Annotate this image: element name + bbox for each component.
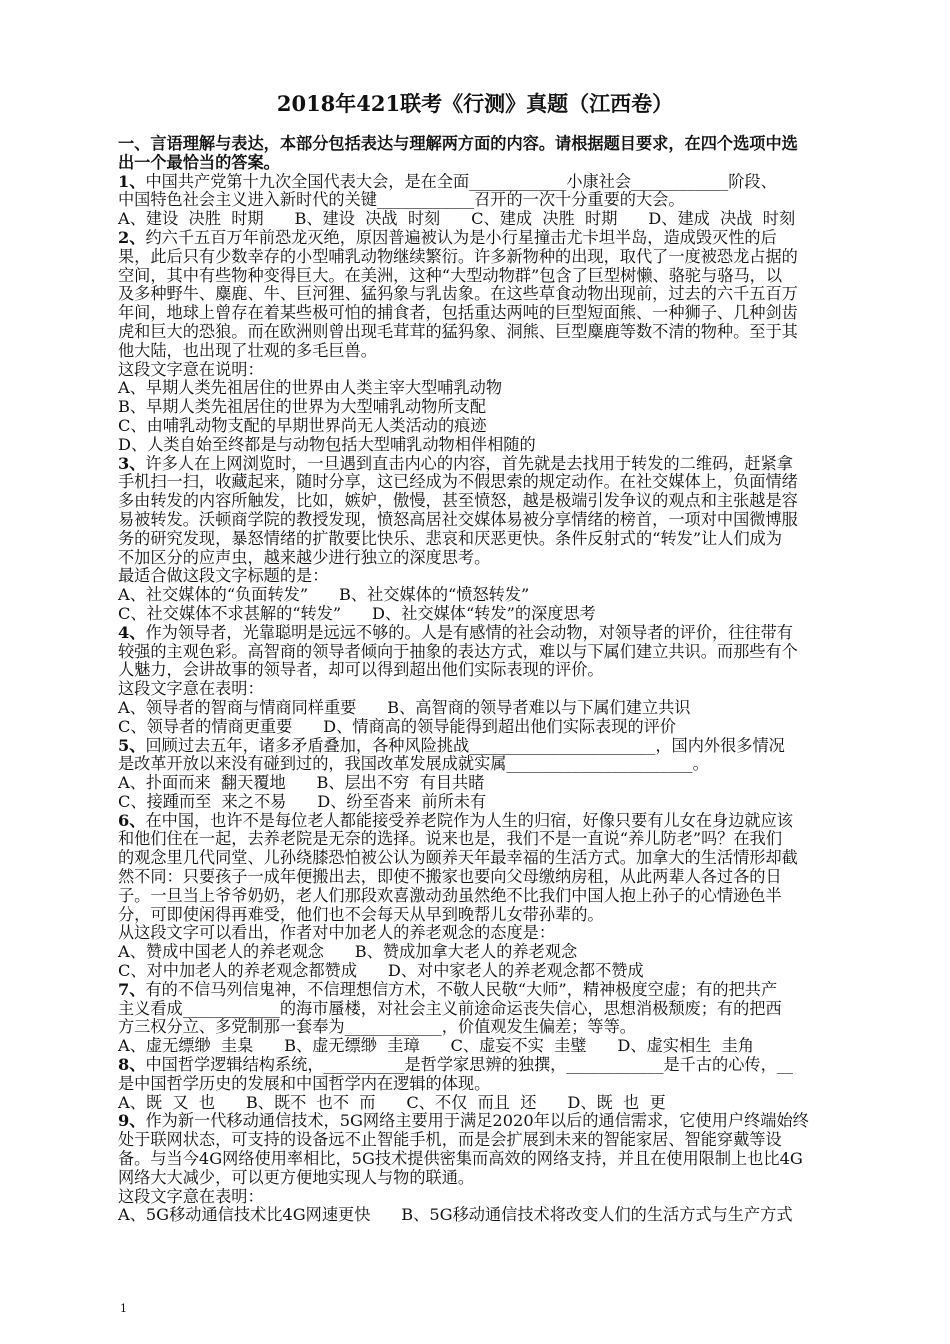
line-text: 较强的主观色彩。高智商的领导者倾向于抽象的表达方式，难以与下属们建立共识。而那些有个	[118, 641, 798, 661]
question-number: 3、	[118, 453, 146, 473]
text-line	[118, 699, 830, 718]
line-text: 回顾过去五年，诸多矛盾叠加，各种风险挑战_______________________，国内外很多情况	[145, 735, 785, 755]
line-text: B、早期人类先祖居住的世界为大型哺乳动物所支配	[118, 397, 487, 417]
text-line	[118, 962, 830, 981]
text-line	[118, 1131, 830, 1150]
question-line	[118, 1056, 830, 1075]
text-line	[118, 830, 830, 849]
text-line	[118, 661, 830, 680]
line-text: 中国共产党第十九次全国代表大会，是在全面____________小康社会____________阶段、	[145, 171, 777, 191]
line-text: A、建设 决胜 时期 B、建设 决战 时刻 C、建成 决胜 时期 D、建成 决战 时刻	[118, 209, 796, 229]
line-text: 作为新一代移动通信技术，5G网络主要用于满足2020年以后的通信需求，它使用户终端始终	[145, 1111, 809, 1131]
text-line	[118, 1188, 830, 1207]
line-text: 年间，地球上曾存在着某些极可怕的捕食者，包括重达两吨的巨型短面熊、一种狮子、几种剑齿	[118, 303, 798, 323]
line-text: 处于联网状态，可支持的设备远不止智能手机，而是会扩展到未来的智能家居、智能穿戴等设	[118, 1130, 782, 1150]
text-line	[118, 304, 830, 323]
line-text: 及多种野牛、麋鹿、牛、巨河狸、猛犸象与乳齿象。在这些草食动物出现前，过去的六千五百万	[118, 284, 798, 304]
line-text: C、由哺乳动物支配的早期世界尚无人类活动的痕迹	[118, 415, 487, 435]
line-text: 有的不信马列信鬼神，不信理想信方术，不敬人民敬“大师”，精神极度空虚；有的把共产	[145, 979, 778, 999]
text-line	[118, 210, 830, 229]
text-line	[118, 267, 830, 286]
line-text: A、社交媒体的“负面转发” B、社交媒体的“愤怒转发”	[118, 585, 530, 605]
text-line	[118, 473, 830, 492]
question-line	[118, 229, 830, 248]
text-line	[118, 1206, 830, 1225]
question-number: 1、	[118, 171, 146, 191]
text-line	[118, 511, 830, 530]
line-text: 方三权分立、多党制那一套奉为____________，价值观发生偏差；等等。	[118, 1017, 636, 1037]
question-line	[118, 812, 830, 831]
text-line	[118, 567, 830, 586]
line-text: 果，此后只有少数幸存的小型哺乳动物继续繁衍。许多新物种的出现，取代了一度被恐龙占据的	[118, 246, 798, 266]
section-header-line	[118, 154, 830, 173]
line-text: 在中国，也许不是每位老人都能接受养老院作为人生的归宿，好像只要有儿女在身边就应该	[145, 810, 793, 830]
line-text: 和他们住在一起，去养老院是无奈的选择。说来也是，我们不是一直说“养儿防老”吗？在我们	[118, 829, 783, 849]
text-line	[118, 718, 830, 737]
text-line	[118, 849, 830, 868]
text-line	[118, 342, 830, 361]
line-text: 然不同：只要孩子一成年便搬出去，即使不搬家也要向父母缴纳房租，从此两辈人各过各的日	[118, 867, 782, 887]
line-text: 最适合做这段文字标题的是：	[118, 566, 329, 586]
question-number: 8、	[118, 1055, 146, 1075]
line-text: 虎和巨大的恐狼。而在欧洲则曾出现毛茸茸的猛犸象、洞熊、巨型麋鹿等数不清的物种。至于其	[118, 321, 798, 341]
text-line	[118, 774, 830, 793]
line-text: A、虚无缥缈 圭臬 B、虚无缥缈 圭璋 C、虚妄不实 圭璧 D、虚实相生 圭角	[118, 1036, 754, 1056]
text-line	[118, 1037, 830, 1056]
text-line	[118, 379, 830, 398]
line-text: A、5G移动通信技术比4G网速更快 B、5G移动通信技术将改变人们的生活方式与生产方式	[118, 1205, 793, 1225]
text-line	[118, 793, 830, 812]
line-text: 这段文字意在表明：	[118, 1186, 264, 1206]
text-line	[118, 1000, 830, 1019]
question-line	[118, 624, 830, 643]
line-text: 主义看成____________的海市蜃楼，对社会主义前途命运丧失信心，思想消极颓废；有的把西	[118, 998, 782, 1018]
question-number: 7、	[118, 979, 146, 999]
line-text: C、对中加老人的养老观念都赞成 D、对中家老人的养老观念都不赞成	[118, 961, 644, 981]
line-text: 中国哲学逻辑结构系统，__________是哲学家思辨的独撰，____________是千古的心传，__	[145, 1055, 793, 1075]
section-header-line	[118, 135, 830, 154]
question-number: 6、	[118, 810, 146, 830]
text-line	[118, 1150, 830, 1169]
text-line	[118, 361, 830, 380]
text-line	[118, 1018, 830, 1037]
line-text: 一、言语理解与表达，本部分包括表达与理解两方面的内容。请根据题目要求，在四个选项中选	[118, 134, 798, 153]
text-line	[118, 398, 830, 417]
line-text: A、既 又 也 B、既不 也不 而 C、不仅 而且 还 D、既 也 更	[118, 1092, 666, 1112]
text-line	[118, 605, 830, 624]
line-text: 分，可即使闲得再难受，他们也不会每天从早到晚帮儿女带孙辈的。	[118, 904, 604, 924]
text-line	[118, 417, 830, 436]
line-text: 作为领导者，光靠聪明是远远不够的。人是有感情的社会动物，对领导者的评价，往往带有	[145, 622, 793, 642]
line-text: 网络大大减少，可以更方便地实现人与物的联通。	[118, 1167, 475, 1187]
text-line	[118, 943, 830, 962]
line-text: A、领导者的智商与情商同样重要 B、高智商的领导者难以与下属们建立共识	[118, 697, 691, 717]
text-line	[118, 924, 830, 943]
line-text: 这段文字意在表明：	[118, 679, 264, 699]
text-line	[118, 1169, 830, 1188]
text-line	[118, 680, 830, 699]
line-text: 子。一旦当上爷爷奶奶，老人们那段欢喜激动劲虽然绝不比我们中国人抱上孙子的心情逊色半	[118, 885, 782, 905]
text-line	[118, 755, 830, 774]
text-line	[118, 323, 830, 342]
question-line	[118, 173, 830, 192]
text-line	[118, 1094, 830, 1113]
document-body	[118, 135, 830, 1225]
line-text: 人魅力，会讲故事的领导者，却可以得到超出他们实际表现的评价。	[118, 660, 604, 680]
question-number: 5、	[118, 735, 146, 755]
line-text: 出一个最恰当的答案。	[118, 152, 280, 172]
line-text: A、扑面而来 翻天覆地 B、层出不穷 有目共睹	[118, 773, 485, 793]
text-line	[118, 586, 830, 605]
line-text: 从这段文字可以看出，作者对中加老人的养老观念的态度是：	[118, 923, 556, 943]
line-text: D、人类自始至终都是与动物包括大型哺乳动物相伴相随的	[118, 434, 536, 454]
question-line	[118, 737, 830, 756]
question-number: 2、	[118, 227, 146, 247]
text-line	[118, 868, 830, 887]
line-text: 空间，其中有些物种变得巨大。在美洲，这种“大型动物群”包含了巨型树懒、骆驼与骆马，以	[118, 265, 783, 285]
text-line	[118, 191, 830, 210]
text-line	[118, 906, 830, 925]
question-line	[118, 1112, 830, 1131]
line-text: 是中国哲学历史的发展和中国哲学内在逻辑的体现。	[118, 1073, 491, 1093]
line-text: 中国特色社会主义进入新时代的关键____________召开的一次十分重要的大会。	[118, 190, 685, 210]
line-text: 的观念里几代同堂、儿孙绕膝恐怕被公认为颐养天年最幸福的生活方式。加拿大的生活情形却截	[118, 848, 798, 868]
question-number: 4、	[118, 622, 146, 642]
text-line	[118, 887, 830, 906]
line-text: 手机扫一扫，收藏起来，随时分享，这已经成为不假思索的规定动作。在社交媒体上，负面情绪	[118, 472, 798, 492]
question-line	[118, 981, 830, 1000]
line-text: 多由转发的内容所触发，比如，嫉妒，傲慢，甚至愤怒，越是极端引发争议的观点和主张越是容	[118, 491, 798, 511]
text-line	[118, 530, 830, 549]
line-text: 易被转发。沃顿商学院的教授发现，愤怒高居社交媒体易被分享情绪的榜首，一项对中国微博服	[118, 509, 798, 529]
text-line	[118, 1075, 830, 1094]
text-line	[118, 248, 830, 267]
text-line	[118, 643, 830, 662]
line-text: C、领导者的情商更重要 D、情商高的领导能得到超出他们实际表现的评价	[118, 716, 677, 736]
line-text: 约六千五百万年前恐龙灭绝，原因普遍被认为是小行星撞击尤卡坦半岛，造成毁灭性的后	[145, 227, 777, 247]
line-text: C、接踵而至 来之不易 D、纷至沓来 前所未有	[118, 791, 487, 811]
text-line	[118, 285, 830, 304]
question-line	[118, 455, 830, 474]
text-line	[118, 549, 830, 568]
line-text: 是改革开放以来没有碰到过的，我国改革发展成就实属_______________________。	[118, 754, 709, 774]
line-text: C、社交媒体不求甚解的“转发” D、社交媒体“转发”的深度思考	[118, 603, 596, 623]
document-title: 2018年421联考《行测》真题（江西卷）	[276, 91, 674, 116]
line-text: 备。与当今4G网络使用率相比，5G技术提供密集而高效的网络支持，并且在使用限制上也比4G	[118, 1149, 803, 1169]
page-number: 1	[120, 1302, 127, 1315]
text-line	[118, 492, 830, 511]
line-text: 他大陆，也出现了壮观的多毛巨兽。	[118, 340, 377, 360]
question-number: 9、	[118, 1111, 146, 1131]
text-line	[118, 436, 830, 455]
line-text: 这段文字意在说明：	[118, 359, 264, 379]
line-text: 务的研究发现，暴怒情绪的扩散要比快乐、悲哀和厌恶更快。条件反射式的“转发”让人们成为	[118, 528, 783, 548]
line-text: A、赞成中国老人的养老观念 B、赞成加拿大老人的养老观念	[118, 942, 578, 962]
line-text: 不加区分的应声虫，越来越少进行独立的深度思考。	[118, 547, 491, 567]
line-text: 许多人在上网浏览时，一旦遇到直击内心的内容，首先就是去找用于转发的二维码，赶紧拿	[145, 453, 793, 473]
line-text: A、早期人类先祖居住的世界由人类主宰大型哺乳动物	[118, 378, 503, 398]
